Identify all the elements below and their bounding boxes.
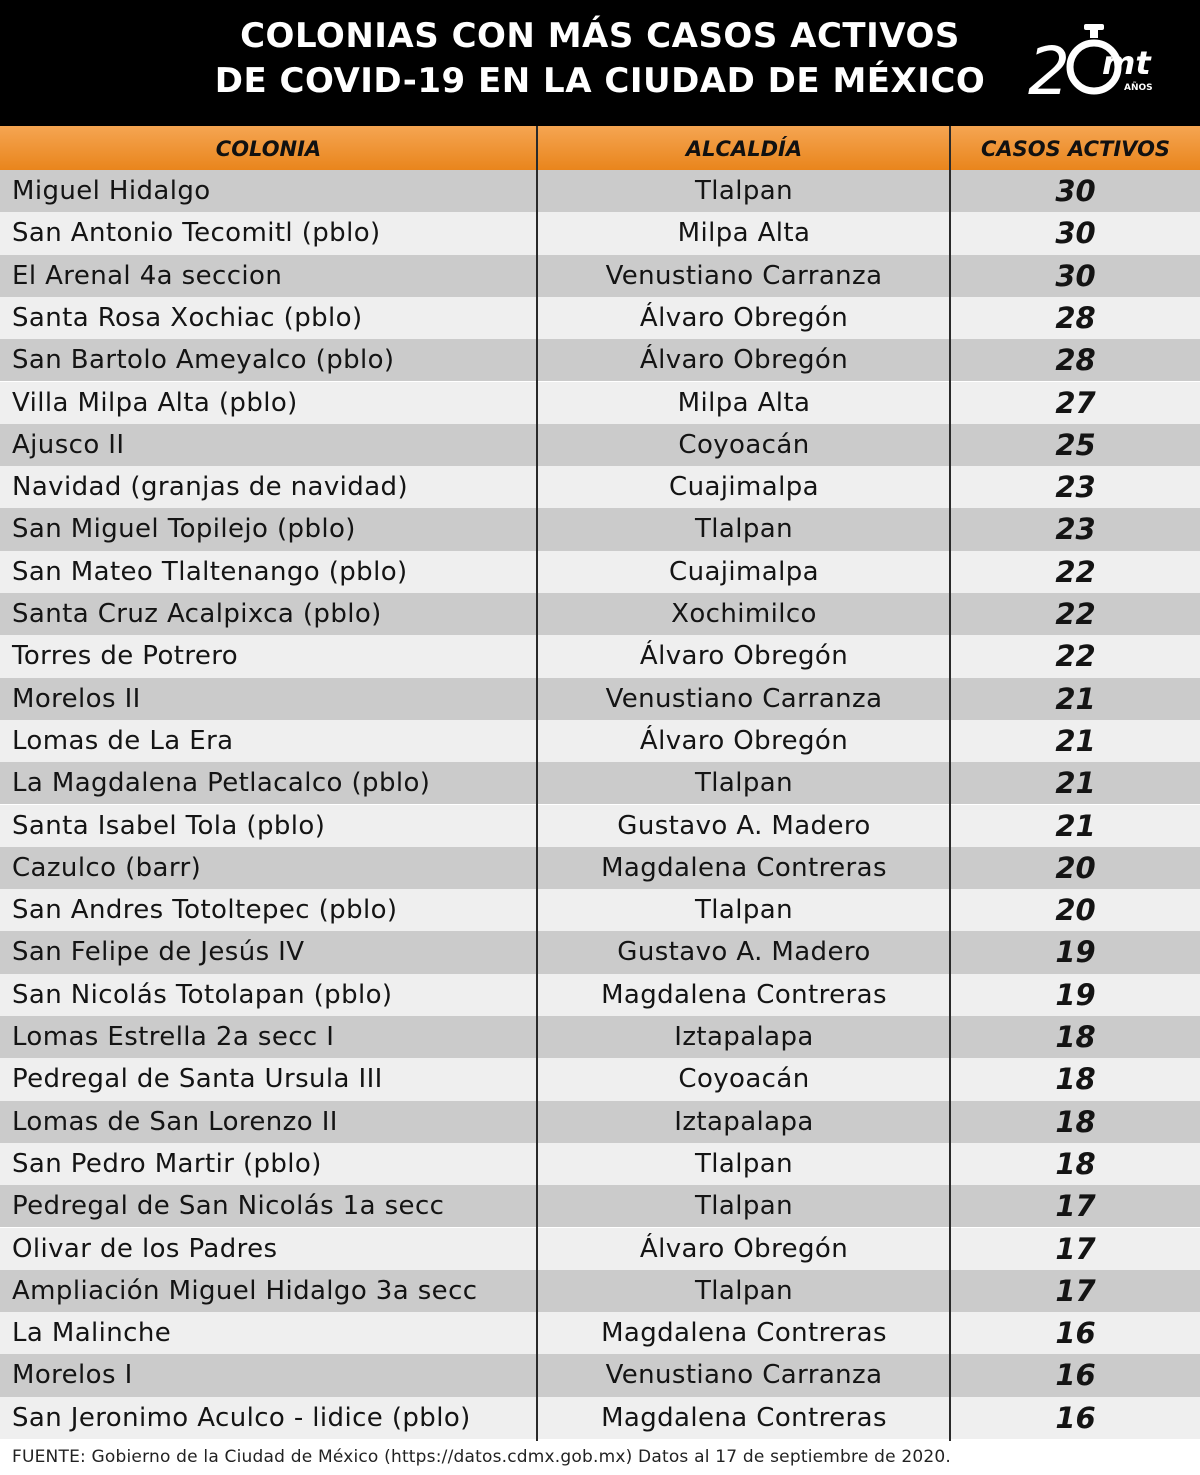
table-row bbox=[0, 1101, 1200, 1143]
alcaldia-cell: Magdalena Contreras bbox=[601, 1318, 887, 1349]
casos-activos-cell: 18 bbox=[1055, 1062, 1096, 1097]
colonia-cell: El Arenal 4a seccion bbox=[12, 260, 283, 291]
logo-sub: AÑOS bbox=[1124, 83, 1153, 93]
alcaldia-cell: Álvaro Obregón bbox=[639, 641, 849, 672]
casos-activos-cell: 30 bbox=[1055, 258, 1096, 293]
alcaldia-cell: Cuajimalpa bbox=[669, 556, 819, 587]
colonia-cell: La Malinche bbox=[12, 1318, 172, 1349]
column-divider-1 bbox=[536, 126, 538, 1441]
casos-activos-cell: 21 bbox=[1055, 808, 1096, 843]
colonia-cell: Lomas Estrella 2a secc I bbox=[12, 1022, 335, 1052]
colonia-cell: Navidad (granjas de navidad) bbox=[12, 472, 408, 503]
colonia-cell: San Nicolás Totolapan (pblo) bbox=[12, 979, 393, 1010]
casos-activos-cell: 17 bbox=[1055, 1273, 1096, 1308]
table-row bbox=[0, 805, 1200, 847]
casos-activos-cell: 22 bbox=[1055, 554, 1096, 589]
casos-activos-cell: 30 bbox=[1055, 174, 1096, 208]
column-header-casos-activos: CASOS ACTIVOS bbox=[980, 137, 1171, 161]
colonia-cell: Cazulco (barr) bbox=[12, 852, 202, 883]
alcaldia-cell: Milpa Alta bbox=[677, 387, 811, 418]
colonia-cell: Santa Rosa Xochiac (pblo) bbox=[12, 302, 363, 333]
logo-number: 2 bbox=[1028, 33, 1070, 102]
casos-activos-cell: 27 bbox=[1055, 385, 1096, 420]
alcaldia-cell: Venustiano Carranza bbox=[605, 260, 883, 291]
table-row bbox=[0, 593, 1200, 635]
alcaldia-cell: Milpa Alta bbox=[677, 218, 811, 249]
table-row bbox=[0, 889, 1200, 931]
alcaldia-cell: Tlalpan bbox=[695, 895, 793, 926]
table-row bbox=[0, 1185, 1200, 1227]
casos-activos-cell: 18 bbox=[1055, 1104, 1096, 1139]
table-row bbox=[0, 255, 1200, 297]
alcaldia-cell: Tlalpan bbox=[695, 1191, 793, 1222]
colonia-cell: San Antonio Tecomitl (pblo) bbox=[12, 218, 381, 249]
column-header-alcaldia: ALCALDÍA bbox=[685, 137, 803, 161]
table-row bbox=[0, 551, 1200, 593]
alcaldia-cell: Álvaro Obregón bbox=[639, 345, 849, 376]
colonia-cell: Lomas de San Lorenzo II bbox=[12, 1106, 338, 1137]
casos-activos-cell: 16 bbox=[1055, 1316, 1096, 1351]
colonia-cell: San Pedro Martir (pblo) bbox=[12, 1148, 322, 1179]
table-row bbox=[0, 1354, 1200, 1396]
table-row bbox=[0, 1270, 1200, 1312]
table-row bbox=[0, 635, 1200, 677]
alcaldia-cell: Álvaro Obregón bbox=[639, 302, 849, 333]
table-row bbox=[0, 297, 1200, 339]
colonia-cell: San Mateo Tlaltenango (pblo) bbox=[12, 556, 408, 587]
alcaldia-cell: Venustiano Carranza bbox=[605, 1360, 883, 1391]
table-row bbox=[0, 466, 1200, 508]
colonia-cell: Ajusco II bbox=[12, 429, 125, 460]
alcaldia-cell: Iztapalapa bbox=[674, 1106, 814, 1137]
table-row bbox=[0, 720, 1200, 762]
casos-activos-cell: 16 bbox=[1055, 1400, 1096, 1435]
table-row bbox=[0, 1143, 1200, 1185]
alcaldia-cell: Álvaro Obregón bbox=[639, 1233, 849, 1264]
table-row bbox=[0, 931, 1200, 973]
colonia-cell: Olivar de los Padres bbox=[12, 1233, 278, 1264]
colonia-cell: Pedregal de Santa Ursula III bbox=[12, 1064, 383, 1095]
casos-activos-cell: 20 bbox=[1055, 893, 1096, 928]
casos-activos-cell: 21 bbox=[1055, 681, 1096, 716]
table-row bbox=[0, 678, 1200, 720]
colonia-cell: San Jeronimo Aculco - lidice (pblo) bbox=[12, 1402, 471, 1433]
casos-activos-cell: 18 bbox=[1055, 1020, 1096, 1054]
alcaldia-cell: Cuajimalpa bbox=[669, 472, 819, 503]
colonia-cell: San Felipe de Jesús IV bbox=[12, 937, 305, 968]
table-row bbox=[0, 1397, 1200, 1439]
alcaldia-cell: Gustavo A. Madero bbox=[617, 810, 871, 841]
colonia-cell: Pedregal de San Nicolás 1a secc bbox=[12, 1191, 445, 1222]
casos-activos-cell: 22 bbox=[1055, 639, 1096, 674]
page-header bbox=[0, 0, 1200, 126]
colonia-cell: La Magdalena Petlacalco (pblo) bbox=[12, 768, 431, 799]
table-row bbox=[0, 339, 1200, 381]
casos-activos-cell: 28 bbox=[1055, 343, 1096, 378]
table-row bbox=[0, 762, 1200, 804]
colonia-cell: Ampliación Miguel Hidalgo 3a secc bbox=[12, 1275, 478, 1306]
alcaldia-cell: Tlalpan bbox=[695, 1275, 793, 1306]
table-row bbox=[0, 1016, 1200, 1058]
colonia-cell: Lomas de La Era bbox=[12, 725, 234, 756]
alcaldia-cell: Iztapalapa bbox=[674, 1022, 814, 1052]
casos-activos-cell: 28 bbox=[1055, 300, 1096, 335]
alcaldia-cell: Tlalpan bbox=[695, 176, 793, 206]
table-row bbox=[0, 1058, 1200, 1100]
table-row bbox=[0, 170, 1200, 212]
table-row bbox=[0, 382, 1200, 424]
casos-activos-cell: 22 bbox=[1055, 597, 1096, 631]
table-row bbox=[0, 508, 1200, 550]
casos-activos-cell: 17 bbox=[1055, 1189, 1096, 1224]
casos-activos-cell: 19 bbox=[1055, 935, 1096, 970]
alcaldia-cell: Magdalena Contreras bbox=[601, 852, 887, 883]
casos-activos-cell: 16 bbox=[1055, 1358, 1096, 1393]
casos-activos-cell: 23 bbox=[1055, 470, 1096, 505]
colonia-cell: Villa Milpa Alta (pblo) bbox=[12, 387, 298, 418]
casos-activos-cell: 21 bbox=[1055, 723, 1096, 758]
casos-activos-cell: 21 bbox=[1055, 766, 1096, 801]
colonia-cell: San Andres Totoltepec (pblo) bbox=[12, 895, 398, 926]
table-row bbox=[0, 974, 1200, 1016]
alcaldia-cell: Álvaro Obregón bbox=[639, 725, 849, 756]
alcaldia-cell: Xochimilco bbox=[671, 599, 817, 629]
colonia-cell: Santa Isabel Tola (pblo) bbox=[12, 810, 326, 841]
alcaldia-cell: Magdalena Contreras bbox=[601, 1402, 887, 1433]
alcaldia-cell: Tlalpan bbox=[695, 768, 793, 799]
alcaldia-cell: Magdalena Contreras bbox=[601, 979, 887, 1010]
title-line-2: DE COVID-19 EN LA CIUDAD DE MÉXICO bbox=[214, 61, 986, 101]
table-row bbox=[0, 424, 1200, 466]
20-anos-mt-logo bbox=[1028, 22, 1160, 102]
colonia-cell: Morelos I bbox=[12, 1360, 133, 1391]
logo-stopwatch-button bbox=[1084, 24, 1104, 30]
page-title bbox=[200, 14, 1000, 104]
colonia-cell: Santa Cruz Acalpixca (pblo) bbox=[12, 599, 382, 629]
logo-text: mt bbox=[1102, 44, 1151, 82]
table-header bbox=[0, 126, 1200, 170]
casos-activos-cell: 23 bbox=[1055, 512, 1096, 547]
alcaldia-cell: Venustiano Carranza bbox=[605, 683, 883, 714]
table-row bbox=[0, 1312, 1200, 1354]
alcaldia-cell: Tlalpan bbox=[695, 514, 793, 545]
title-line-1: COLONIAS CON MÁS CASOS ACTIVOS bbox=[240, 16, 960, 56]
casos-activos-cell: 17 bbox=[1055, 1231, 1096, 1266]
casos-activos-cell: 18 bbox=[1055, 1146, 1096, 1181]
colonia-cell: Miguel Hidalgo bbox=[12, 176, 211, 206]
colonia-cell: Torres de Potrero bbox=[12, 641, 239, 672]
alcaldia-cell: Coyoacán bbox=[678, 429, 810, 460]
table-row bbox=[0, 847, 1200, 889]
column-divider-2 bbox=[949, 126, 951, 1441]
casos-activos-cell: 20 bbox=[1055, 850, 1096, 885]
source-note: FUENTE: Gobierno de la Ciudad de México (https://datos.cdmx.gob.mx) Datos al 17 de septiembre de 2020. bbox=[12, 1447, 952, 1467]
table-row bbox=[0, 212, 1200, 254]
colonia-cell: Morelos II bbox=[12, 683, 141, 714]
casos-activos-cell: 25 bbox=[1055, 427, 1096, 462]
colonia-cell: San Bartolo Ameyalco (pblo) bbox=[12, 345, 395, 376]
column-header-colonia: COLONIA bbox=[215, 137, 322, 161]
casos-activos-cell: 19 bbox=[1055, 977, 1096, 1012]
alcaldia-cell: Coyoacán bbox=[678, 1064, 810, 1095]
casos-activos-cell: 30 bbox=[1055, 216, 1096, 251]
colonia-cell: San Miguel Topilejo (pblo) bbox=[12, 514, 356, 545]
alcaldia-cell: Gustavo A. Madero bbox=[617, 937, 871, 968]
alcaldia-cell: Tlalpan bbox=[695, 1148, 793, 1179]
table-row bbox=[0, 1228, 1200, 1270]
